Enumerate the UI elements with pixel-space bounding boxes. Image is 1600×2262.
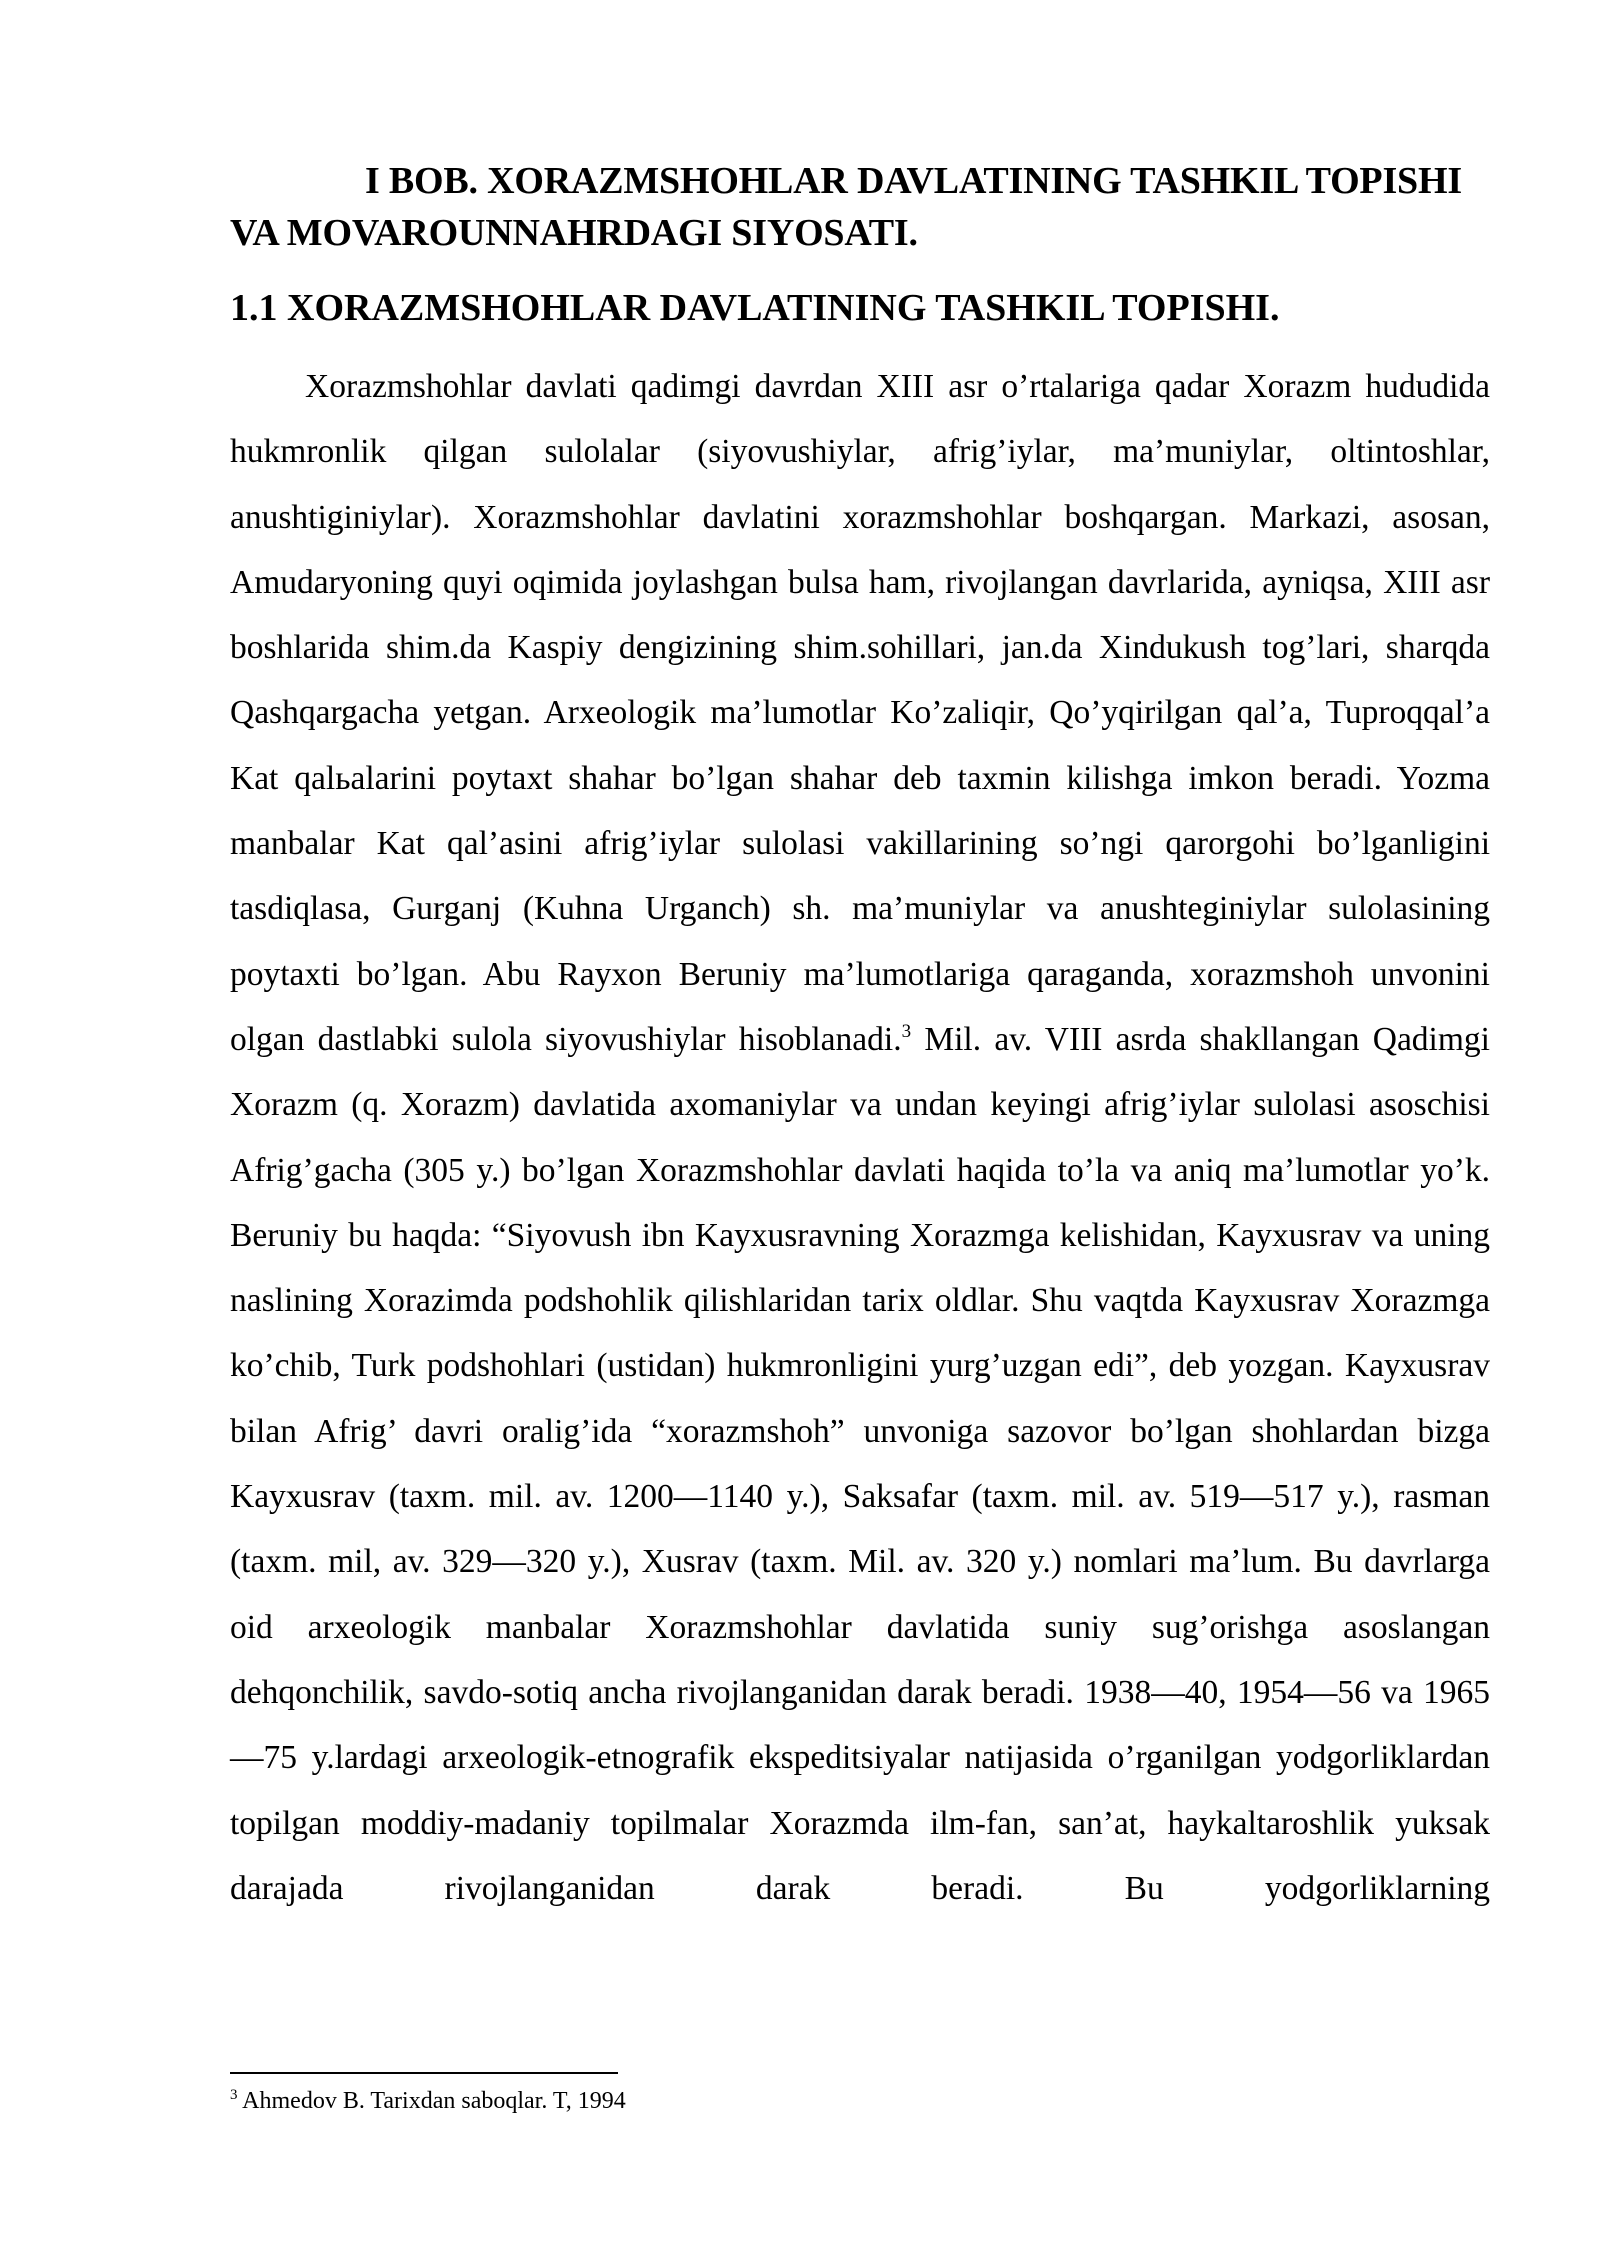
footnote-text: Ahmedov B. Tarixdan saboqlar. T, 1994 [237, 2088, 626, 2114]
footnote-divider [230, 2072, 618, 2074]
body-paragraph [230, 354, 1490, 1921]
section-title: 1.1 XORAZMSHOHLAR DAVLATINING TASHKIL TOPISHI. [230, 287, 1280, 329]
footnote [230, 2086, 1230, 2116]
paragraph-text-after-footnote: Mil. av. VIII asrda shakllangan Qadimgi Xorazm (q. Xorazm) davlatida axomaniylar va undan keyingi afrig’iylar sulolasi asoschisi Afrig’gacha (305 y.) bo’lgan Xorazmshohlar davlati haqida to’la va aniq ma’lumotlar yo’k. Beruniy bu haqda: “Siyovush ibn Kayxusravning Xorazmga kelishidan, Kayxusrav va uning naslining Xorazimda podshohlik qilishlaridan tarix oldlar. Shu vaqtda Kayxusrav Xorazmga ko’chib, Turk podshohlari (ustidan) hukmronligini yurg’uzgan edi”, deb yozgan. Kayxusrav bilan Afrig’ davri oralig’ida “xorazmshoh” unvoniga sazovor bo’lgan shohlardan bizga Kayxusrav (taxm. mil. av. 1200—1140 y.), Saksafar (taxm. mil. av. 519—517 y.), rasman (taxm. mil, av. 329—320 y.), Xusrav (taxm. Mil. av. 320 y.) nomlari ma’lum. Bu davrlarga oid arxeologik manbalar Xorazmshohlar davlatida suniy sug’orishga asoslangan dehqonchilik, savdo-sotiq ancha rivojlanganidan darak beradi. 1938—40, 1954—56 va 1965—75 y.lardagi arxeologik-etnografik ekspeditsiyalar natijasida o’rganilgan yodgorliklardan topilgan moddiy-madaniy topilmalar Xorazmda ilm-fan, san’at, haykaltaroshlik yuksak darajada rivojlanganidan darak beradi. Bu yodgorliklarning [230, 1020, 1490, 1907]
footnote-number: 3 [230, 2087, 238, 2103]
footnote-reference: 3 [901, 1020, 912, 1042]
paragraph-text-before-footnote: Xorazmshohlar davlati qadimgi davrdan XIII asr o’rtalariga qadar Xorazm hududida hukmronlik qilgan sulolalar (siyovushiylar, afrig’iylar, ma’muniylar, oltintoshlar, anushtiginiylar). Xorazmshohlar davlatini xorazmshohlar boshqargan. Markazi, asosan, Amudaryoning quyi oqimida joylashgan bulsa ham, rivojlangan davrlarida, ayniqsa, XIII asr boshlarida shim.da Kaspiy dengizining shim.sohillari, jan.da Xindukush tog’lari, sharqda Qashqargacha yetgan. Arxeologik ma’lumotlar Ko’zaliqir, Qo’yqirilgan qal’a, Tuproqqal’a Kat qalьalarini poytaxt shahar bo’lgan shahar deb taxmin kilishga imkon beradi. Yozma manbalar Kat qal’asini afrig’iylar sulolasi vakillarining so’ngi qarorgohi bo’lganligini tasdiqlasa, Gurganj (Kuhna Urganch) sh. ma’muniylar va anushteginiylar sulolasining poytaxti bo’lgan. Abu Rayxon Beruniy ma’lumotlariga qaraganda, xorazmshoh unvonini olgan dastlabki sulola siyovushiylar hisoblanadi. [230, 368, 1490, 1058]
chapter-title: I BOB. XORAZMSHOHLAR DAVLATINING TASHKIL TOPISHI VA MOVAROUNNAHRDAGI SIYOSATI. [230, 160, 1462, 254]
